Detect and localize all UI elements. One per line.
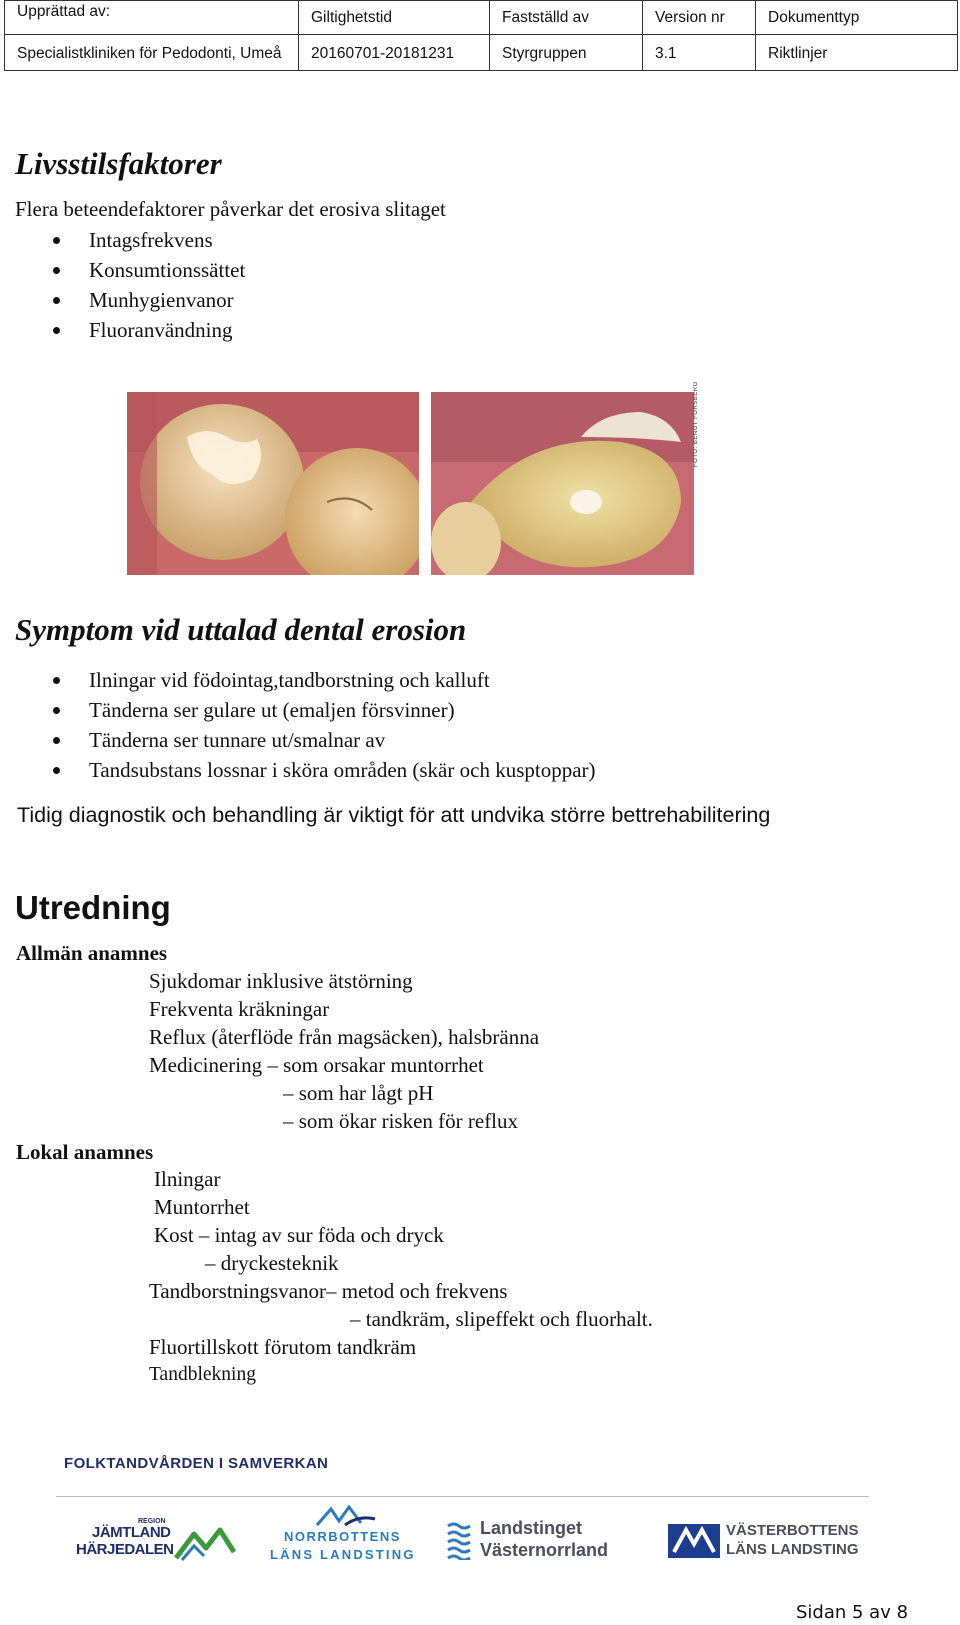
lifestyle-intro: Flera beteendefaktorer påverkar det erosiva slitaget (15, 197, 446, 221)
list-item: Munhygienvanor (15, 285, 245, 315)
mountain-icon (174, 1522, 236, 1562)
header-label-doctype: Dokumenttyp (768, 9, 860, 26)
general-history-line: Sjukdomar inklusive ätstörning (149, 969, 413, 993)
vasterbotten-emblem-icon (668, 1524, 720, 1558)
local-history-line: – dryckesteknik (205, 1251, 339, 1275)
general-history-line: – som ökar risken för reflux (283, 1109, 519, 1133)
general-history-line: Medicinering – som orsakar muntorrhet (149, 1053, 484, 1077)
local-history-line: Tandblekning (149, 1364, 256, 1385)
norrbotten-logo-line2: LÄNS LANDSTING (270, 1547, 416, 1562)
vasternorrland-logo (446, 1516, 616, 1564)
local-history-line: Tandborstningsvanor– metod och frekvens (149, 1279, 508, 1303)
jamtland-logo-line2: HÄRJEDALEN (76, 1541, 174, 1558)
list-item: Fluoranvändning (15, 315, 245, 345)
list-item: Tänderna ser gulare ut (emaljen försvinner) (15, 695, 596, 725)
local-history-line: Ilningar (154, 1167, 221, 1191)
header-value-validity: 20160701-20181231 (299, 34, 490, 70)
symptoms-list (15, 665, 596, 785)
header-value-approved-by: Styrgruppen (490, 34, 643, 70)
vasternorrland-logo-line1: Landstinget (480, 1518, 582, 1538)
dental-erosion-photo-2 (431, 392, 694, 575)
footer-banner: FOLKTANDVÅRDEN I SAMVERKAN (64, 1455, 329, 1472)
header-value-created-by: Specialistkliniken för Pedodonti, Umeå (5, 34, 299, 70)
local-history-line: Muntorrhet (154, 1195, 250, 1219)
document-header-table (4, 0, 958, 71)
norrbotten-logo-line1: NORRBOTTENS (284, 1529, 401, 1544)
general-history-line: – som har lågt pH (283, 1081, 434, 1105)
vasternorrland-logo-line2: Västernorrland (480, 1540, 609, 1560)
general-history-line: Frekventa kräkningar (149, 997, 330, 1021)
jamtland-logo-line1: JÄMTLAND (92, 1524, 171, 1541)
jamtland-harjedalen-logo (76, 1518, 236, 1566)
local-history-line: Kost – intag av sur föda och dryck (154, 1223, 444, 1247)
page-number: Sidan 5 av 8 (796, 1602, 909, 1623)
norrbotten-logo (270, 1505, 420, 1569)
header-value-doctype: Riktlinjer (756, 34, 957, 70)
list-item: Tandsubstans lossnar i sköra områden (skär och kusptoppar) (15, 755, 596, 785)
header-value-version: 3.1 (643, 34, 756, 70)
list-item: Ilningar vid födointag,tandborstning och kalluft (15, 665, 596, 695)
header-label-validity: Giltighetstid (299, 1, 490, 34)
local-history-line: – tandkräm, slipeffekt och fluorhalt. (350, 1307, 653, 1331)
lifestyle-list (15, 225, 245, 345)
vasterbotten-logo-line1: VÄSTERBOTTENS (726, 1522, 859, 1539)
header-label-approved-by: Fastställd av (490, 1, 643, 34)
local-history-heading: Lokal anamnes (16, 1140, 154, 1164)
list-item: Tänderna ser tunnare ut/smalnar av (15, 725, 596, 755)
jamtland-logo-region: REGION (138, 1518, 166, 1525)
general-history-line: Reflux (återflöde från magsäcken), halsbränna (149, 1025, 540, 1049)
diagnostics-note: Tidig diagnostik och behandling är viktigt för att undvika större bettrehabilitering (17, 803, 771, 827)
header-label-created-by: Upprättad av: (5, 1, 299, 34)
vasterbotten-logo-line2: LÄNS LANDSTING (726, 1541, 859, 1558)
norrbotten-emblem-icon (315, 1505, 377, 1527)
photo-credit: FOTO: BENGT FORSBERG (693, 381, 699, 467)
list-item: Intagsfrekvens (15, 225, 245, 255)
vasterbotten-logo (668, 1522, 868, 1560)
lifestyle-heading: Livsstilsfaktorer (15, 146, 222, 181)
dental-erosion-photo-1 (127, 392, 419, 575)
general-history-heading: Allmän anamnes (16, 941, 168, 965)
investigation-heading: Utredning (15, 889, 171, 926)
list-item: Konsumtionssättet (15, 255, 245, 285)
waves-icon (446, 1522, 472, 1560)
footer-divider (56, 1496, 869, 1497)
symptoms-heading: Symptom vid uttalad dental erosion (15, 612, 467, 647)
header-label-version: Version nr (643, 1, 756, 34)
local-history-line: Fluortillskott förutom tandkräm (149, 1335, 417, 1359)
